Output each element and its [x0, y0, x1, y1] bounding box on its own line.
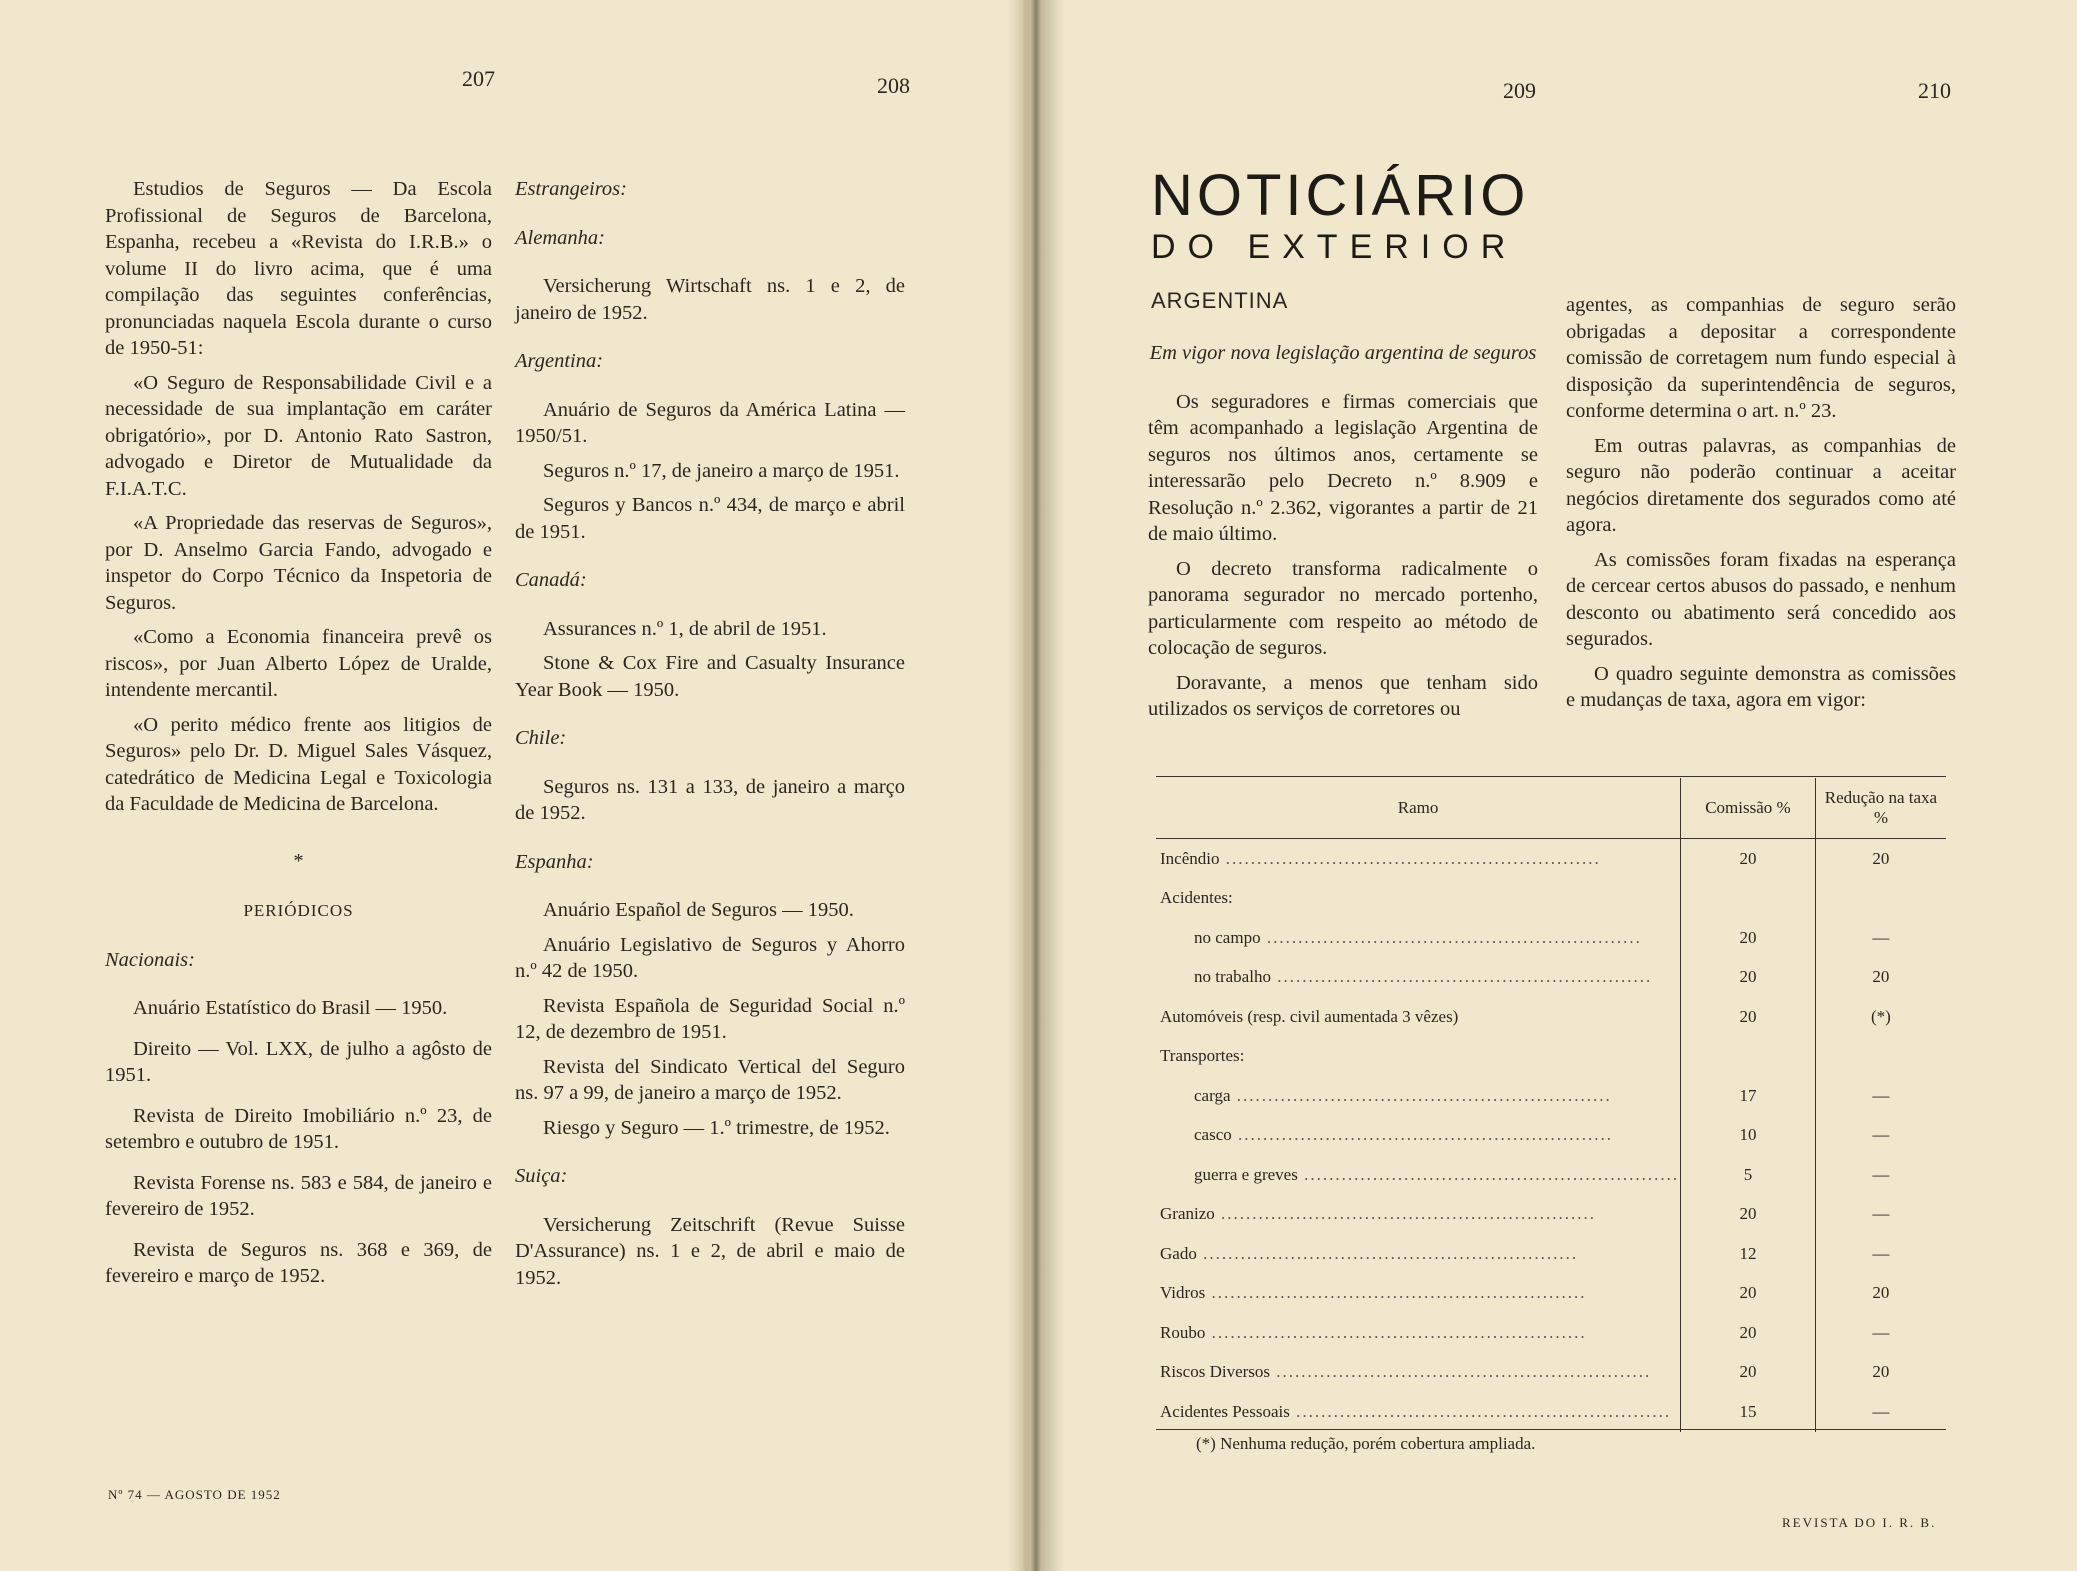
- reducao-cell: —: [1872, 1125, 1890, 1145]
- periodical-entry: Anuário Legislativo de Seguros y Ahorro n.º 42 de 1950.: [515, 933, 905, 982]
- p209-paragraph: Doravante, a menos que tenham sido utilizados os serviços de corretores ou: [1148, 671, 1538, 720]
- table-row: [1156, 1392, 1946, 1432]
- table-body: [1156, 839, 1946, 1432]
- ramo-cell: [1156, 1353, 1681, 1393]
- dot-leader: ............................................................: [1270, 967, 1653, 987]
- p207-paragraph: «Como a Economia financeira prevê os riscos», por Juan Alberto López de Uralde, intendente mercantil.: [105, 626, 492, 701]
- periodical-entry: Anuário de Seguros da América Latina — 1950/51.: [515, 398, 905, 447]
- ramo-cell: [1156, 1274, 1681, 1314]
- reducao-cell: —: [1872, 1322, 1890, 1342]
- issue-footer: Nº 74 — AGOSTO DE 1952: [108, 1487, 281, 1502]
- periodical-entry: Seguros n.º 17, de janeiro a março de 1951.: [543, 459, 900, 482]
- table-row: [1156, 839, 1946, 879]
- page-209-column: [1148, 340, 1538, 731]
- ramo-cell: [1156, 1155, 1681, 1195]
- comissao-cell: 5: [1681, 1155, 1816, 1195]
- periodical-entry: Assurances n.º 1, de abril de 1951.: [543, 617, 827, 640]
- reducao-cell: —: [1872, 1243, 1890, 1263]
- dot-leader: ............................................................: [1297, 1164, 1680, 1184]
- dot-leader: ............................................................: [1214, 1204, 1597, 1224]
- header-comissao: Comissão %: [1681, 778, 1816, 839]
- periodical-entry: Seguros y Bancos n.º 434, de março e abril de 1951.: [515, 494, 905, 543]
- commission-table: [1156, 778, 1946, 1432]
- comissao-cell: [1681, 879, 1816, 919]
- comissao-cell: 20: [1681, 1274, 1816, 1314]
- country-heading: Canadá:: [515, 569, 587, 591]
- table-top-rule: [1156, 776, 1946, 777]
- ramo-label: carga: [1194, 1085, 1231, 1105]
- comissao-cell: 10: [1681, 1116, 1816, 1156]
- ramo-label: Roubo: [1160, 1322, 1206, 1342]
- table-row: [1156, 1076, 1946, 1116]
- reducao-cell: —: [1872, 1204, 1890, 1224]
- ramo-cell: [1156, 1076, 1681, 1116]
- dot-leader: ............................................................: [1289, 1401, 1672, 1421]
- periodical-entry: Revista del Sindicato Vertical del Seguro ns. 97 a 99, de janeiro a março de 1952.: [515, 1055, 905, 1104]
- reducao-cell: 20: [1872, 848, 1890, 868]
- ramo-cell: [1156, 839, 1681, 879]
- reducao-cell: [1815, 879, 1946, 919]
- table-row: [1156, 879, 1946, 919]
- reducao-cell: —: [1872, 1164, 1890, 1184]
- page-207-column: [105, 176, 492, 1304]
- comissao-cell: 20: [1681, 918, 1816, 958]
- ramo-cell: [1156, 1234, 1681, 1274]
- journal-footer: REVISTA DO I. R. B.: [1782, 1515, 1937, 1530]
- dot-leader: ............................................................: [1231, 1125, 1614, 1145]
- ramo-label: Gado: [1160, 1243, 1197, 1263]
- table-bottom-rule: [1156, 1429, 1946, 1430]
- estrangeiros-heading: Estrangeiros:: [515, 178, 627, 200]
- dot-leader: ............................................................: [1205, 1283, 1587, 1303]
- table-footnote: (*) Nenhuma redução, porém cobertura ampliada.: [1196, 1434, 1536, 1453]
- section-separator-star: *: [293, 849, 304, 872]
- table-row: [1156, 1195, 1946, 1235]
- reducao-cell: (*): [1871, 1006, 1891, 1026]
- ramo-label: guerra e greves: [1194, 1164, 1298, 1184]
- p210-paragraph: Em outras palavras, as companhias de seguro não poderão continuar a aceitar negócios diretamente dos segurados como até agora.: [1566, 434, 1956, 536]
- dot-leader: ............................................................: [1230, 1085, 1612, 1105]
- book-gutter: [1008, 0, 1064, 1571]
- periodical-entry: Anuário Español de Seguros — 1950.: [543, 899, 854, 921]
- table-row: [1156, 1353, 1946, 1393]
- ramo-label: Acidentes Pessoais: [1160, 1401, 1290, 1421]
- table-row: [1156, 1234, 1946, 1274]
- reducao-cell: 20: [1872, 967, 1890, 987]
- comissao-cell: 20: [1681, 1353, 1816, 1393]
- table-row: [1156, 1274, 1946, 1314]
- periodical-entry: Anuário Estatístico do Brasil — 1950.: [133, 997, 448, 1019]
- reducao-cell: [1815, 1037, 1946, 1077]
- p210-paragraph: As comissões foram fixadas na esperança de cercear certos abusos do passado, e nenhum desconto ou abatimento será concedido aos segurados.: [1566, 548, 1956, 650]
- comissao-cell: 20: [1681, 839, 1816, 879]
- periodical-entry: Direito — Vol. LXX, de julho a agôsto de 1951.: [105, 1037, 492, 1086]
- periodical-entry: Seguros ns. 131 a 133, de janeiro a março de 1952.: [515, 775, 905, 824]
- table-row: [1156, 918, 1946, 958]
- dot-leader: ............................................................: [1270, 1362, 1652, 1382]
- country-heading: Alemanha:: [515, 226, 605, 249]
- argentina-heading: ARGENTINA: [1151, 288, 1289, 313]
- periodical-entry: Versicherung Zeitschrift (Revue Suisse D'Assurance) ns. 1 e 2, de abril e maio de 1952.: [515, 1213, 905, 1289]
- periodical-entry: Revista Forense ns. 583 e 584, de janeiro e fevereiro de 1952.: [105, 1171, 492, 1220]
- country-heading: Chile:: [515, 727, 567, 749]
- dot-leader: ............................................................: [1205, 1322, 1587, 1342]
- ramo-label: Acidentes:: [1160, 888, 1233, 908]
- dot-leader: ............................................................: [1219, 848, 1601, 868]
- comissao-cell: 17: [1681, 1076, 1816, 1116]
- table-row: [1156, 958, 1946, 998]
- ramo-cell: [1156, 1195, 1681, 1235]
- comissao-cell: 20: [1681, 1195, 1816, 1235]
- country-heading: Argentina:: [515, 350, 604, 372]
- page-210-column: [1566, 292, 1956, 722]
- ramo-cell: [1156, 1313, 1681, 1353]
- ramo-label: no campo: [1194, 927, 1261, 947]
- ramo-label: no trabalho: [1194, 967, 1271, 987]
- periodical-entry: Riesgo y Seguro — 1.º trimestre, de 1952.: [543, 1116, 890, 1139]
- table-row: [1156, 1037, 1946, 1077]
- comissao-cell: 20: [1681, 958, 1816, 998]
- noticiario-title: NOTICIÁRIO: [1151, 163, 1530, 228]
- header-reducao: Redução na taxa %: [1815, 778, 1946, 839]
- header-ramo: Ramo: [1156, 778, 1681, 839]
- p207-paragraph: Estudios de Seguros — Da Escola Profissional de Seguros de Barcelona, Espanha, recebeu a «Revista do I.R.B.» o volume II do livro acima, que é uma compilação das seguintes conferências, pronunciadas naquela Escola durante o curso de 1950-51:: [105, 178, 492, 359]
- page-number-208: 208: [877, 73, 910, 98]
- page-number-207: 207: [462, 66, 495, 91]
- p210-paragraph: agentes, as companhias de seguro serão obrigadas a depositar a correspondente comissão de corretagem num fundo especial à disposição da superintendência de seguros, conforme determina o art. n.º 23.: [1566, 294, 1956, 422]
- comissao-cell: [1681, 1037, 1816, 1077]
- p209-paragraph: O decreto transforma radicalmente o panorama segurador no mercado portenho, particularmente com respeito ao método de colocação de seguros.: [1148, 557, 1538, 659]
- table-row: [1156, 997, 1946, 1037]
- ramo-label: casco: [1194, 1125, 1232, 1145]
- ramo-label: Transportes:: [1160, 1046, 1245, 1066]
- ramo-cell: [1156, 1392, 1681, 1432]
- periodical-entry: Revista de Seguros ns. 368 e 369, de fevereiro e março de 1952.: [105, 1238, 492, 1287]
- ramo-label: Riscos Diversos: [1160, 1362, 1271, 1382]
- nacionais-heading: Nacionais:: [105, 948, 195, 971]
- p209-paragraph: Os seguradores e firmas comerciais que têm acompanhado a legislação Argentina de seguros nos últimos anos, certamente se interessarão pelo Decreto n.º 8.909 e Resolução n.º 2.362, vigorantes a partir de 21 de maio último.: [1148, 390, 1538, 545]
- ramo-label: Vidros: [1160, 1283, 1206, 1303]
- dot-leader: ............................................................: [1196, 1243, 1579, 1263]
- reducao-cell: —: [1872, 1085, 1890, 1105]
- periodicos-heading: PERIÓDICOS: [243, 901, 354, 920]
- reducao-cell: 20: [1872, 1362, 1890, 1382]
- ramo-cell: [1156, 958, 1681, 998]
- ramo-cell: [1156, 1037, 1681, 1077]
- periodical-entry: Revista de Direito Imobiliário n.º 23, de setembro e outubro de 1951.: [105, 1104, 492, 1153]
- page-208-column: [515, 176, 905, 1299]
- table-row: [1156, 1313, 1946, 1353]
- article-subtitle: Em vigor nova legislação argentina de seguros: [1149, 342, 1537, 364]
- do-exterior-title: DO EXTERIOR: [1151, 228, 1518, 266]
- ramo-cell: [1156, 1116, 1681, 1156]
- comissao-cell: 15: [1681, 1392, 1816, 1432]
- foreign-periodicals: [515, 225, 905, 1292]
- country-heading: Espanha:: [515, 850, 594, 873]
- table-header-row: [1156, 778, 1946, 839]
- p207-paragraph: «A Propriedade das reservas de Seguros», por D. Anselmo Garcia Fando, advogado e inspetor do Corpo Técnico da Inspetoria de Seguros.: [105, 512, 492, 614]
- p210-paragraph: O quadro seguinte demonstra as comissões e mudanças de taxa, agora em vigor:: [1566, 662, 1956, 711]
- page-number-210: 210: [1918, 78, 1951, 103]
- page-number-209: 209: [1503, 78, 1536, 103]
- ramo-label: Automóveis (resp. civil aumentada 3 vêzes): [1160, 1006, 1459, 1026]
- table-row: [1156, 1116, 1946, 1156]
- comissao-cell: 20: [1681, 997, 1816, 1037]
- reducao-cell: —: [1872, 1401, 1890, 1421]
- table-row: [1156, 1155, 1946, 1195]
- ramo-cell: [1156, 918, 1681, 958]
- reducao-cell: 20: [1872, 1283, 1890, 1303]
- p207-paragraph: «O Seguro de Responsabilidade Civil e a necessidade de sua implantação em caráter obrigatório», por D. Antonio Rato Sastron, advogado e Diretor de Mutualidade da F.I.A.T.C.: [105, 371, 492, 500]
- dot-leader: ............................................................: [1260, 927, 1642, 947]
- periodical-entry: Versicherung Wirtschaft ns. 1 e 2, de janeiro de 1952.: [515, 275, 905, 324]
- ramo-cell: [1156, 879, 1681, 919]
- country-heading: Suiça:: [515, 1165, 568, 1187]
- reducao-cell: —: [1872, 927, 1890, 947]
- p207-paragraph: «O perito médico frente aos litigios de Seguros» pelo Dr. D. Miguel Sales Vásquez, catedrático de Medicina Legal e Toxicologia da Faculdade de Medicina de Barcelona.: [105, 713, 492, 815]
- ramo-label: Granizo: [1160, 1204, 1215, 1224]
- comissao-cell: 12: [1681, 1234, 1816, 1274]
- periodical-entry: Stone & Cox Fire and Casualty Insurance Year Book — 1950.: [515, 652, 905, 701]
- ramo-label: Incêndio: [1160, 848, 1220, 868]
- comissao-cell: 20: [1681, 1313, 1816, 1353]
- ramo-cell: [1156, 997, 1681, 1037]
- periodical-entry: Revista Española de Seguridad Social n.º 12, de dezembro de 1951.: [515, 994, 905, 1043]
